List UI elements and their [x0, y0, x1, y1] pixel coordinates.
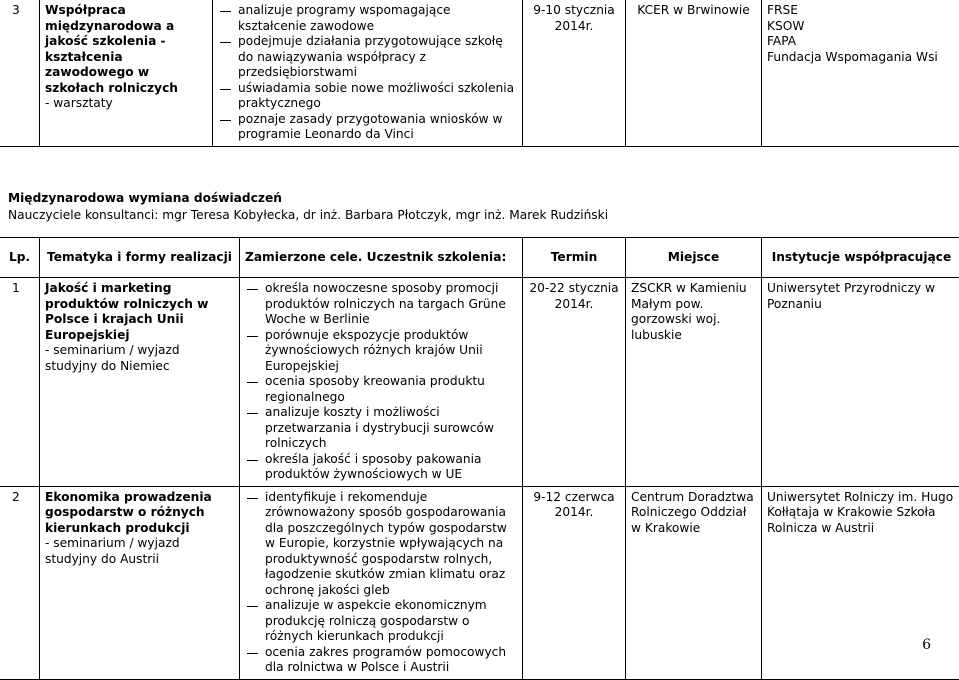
goals-cell: [240, 486, 523, 679]
topic-form: - seminarium / wyjazd studyjny do Austrii: [45, 536, 234, 567]
list-item: określa jakość i sposoby pakowania produktów żywnościowych w UE: [245, 452, 517, 483]
topic-title: Współpraca międzynarodowa a jakość szkolenia - kształcenia zawodowego w szkołach rolniczych: [45, 3, 207, 96]
header-partners: Instytucje współpracujące: [762, 238, 959, 278]
list-item: analizuje koszty i możliwości przetwarzania i dystrybucji surowców rolniczych: [245, 405, 517, 452]
header-topic: Tematyka i formy realizacji: [40, 238, 240, 278]
top-table: [0, 0, 959, 147]
partner: KSOW: [767, 19, 956, 35]
list-item: identyfikuje i rekomenduje zrównoważony sposób gospodarowania dla poszczególnych typów gospodarstw w Europie, korzystnie wpływających na produktywność gospodarstw rolnych, łagodzenie skutków zmian klimatu oraz ochronę jakości gleb: [245, 490, 517, 599]
header-goals: Zamierzone cele. Uczestnik szkolenia:: [240, 238, 523, 278]
section-consultants: Nauczyciele konsultanci: mgr Teresa Kobyłecka, dr inż. Barbara Płotczyk, mgr inż. Marek Rudziński: [8, 208, 608, 224]
date-cell: 9-12 czerwca 2014r.: [523, 486, 626, 679]
row-number: 2: [0, 486, 40, 679]
list-item: określa nowoczesne sposoby promocji produktów rolniczych na targach Grüne Woche w Berlinie: [245, 281, 517, 328]
place-cell: KCER w Brwinowie: [626, 0, 762, 146]
partners-cell: Uniwersytet Przyrodniczy w Poznaniu: [762, 278, 959, 487]
list-item: ocenia zakres programów pomocowych dla rolnictwa w Polsce i Austrii: [245, 645, 517, 676]
header-date: Termin: [523, 238, 626, 278]
list-item: podejmuje działania przygotowujące szkołę do nawiązywania współpracy z przedsiębiorstwami: [218, 34, 517, 81]
goals-cell: [213, 0, 523, 146]
topic-title: Ekonomika prowadzenia gospodarstw o różnych kierunkach produkcji: [45, 490, 234, 537]
list-item: uświadamia sobie nowe możliwości szkolenia praktycznego: [218, 81, 517, 112]
topic-cell: [40, 486, 240, 679]
partner: Fundacja Wspomagania Wsi: [767, 50, 956, 66]
table-header-row: [0, 238, 959, 278]
list-item: ocenia sposoby kreowania produktu regionalnego: [245, 374, 517, 405]
topic-form: - seminarium / wyjazd studyjny do Niemiec: [45, 343, 234, 374]
partners-cell: [762, 0, 959, 146]
place-cell: Centrum Doradztwa Rolniczego Oddział w Krakowie: [626, 486, 762, 679]
page-number: 6: [922, 638, 931, 654]
partner: FAPA: [767, 34, 956, 50]
row-number: 3: [0, 0, 40, 146]
partners-cell: Uniwersytet Rolniczy im. Hugo Kołłątaja w Krakowie Szkoła Rolnicza w Austrii: [762, 486, 959, 679]
goals-cell: [240, 278, 523, 487]
date-cell: 9-10 stycznia 2014r.: [523, 0, 626, 146]
main-table: [0, 237, 959, 680]
header-place: Miejsce: [626, 238, 762, 278]
list-item: poznaje zasady przygotowania wniosków w programie Leonardo da Vinci: [218, 112, 517, 143]
topic-cell: [40, 278, 240, 487]
list-item: porównuje ekspozycje produktów żywnościowych różnych krajów Unii Europejskiej: [245, 328, 517, 375]
topic-cell: [40, 0, 213, 146]
header-lp: Lp.: [0, 238, 40, 278]
row-number: 1: [0, 278, 40, 487]
topic-title: Jakość i marketing produktów rolniczych w Polsce i krajach Unii Europejskiej: [45, 281, 234, 343]
table-row: [0, 278, 959, 487]
table-row: [0, 0, 959, 146]
topic-form: - warsztaty: [45, 96, 207, 112]
list-item: analizuje w aspekcie ekonomicznym produkcję rolniczą gospodarstw o różnych kierunkach produkcji: [245, 598, 517, 645]
table-row: [0, 486, 959, 679]
list-item: analizuje programy wspomagające kształcenie zawodowe: [218, 3, 517, 34]
partner: FRSE: [767, 3, 956, 19]
section-title: Międzynarodowa wymiana doświadczeń: [8, 191, 282, 207]
place-cell: ZSCKR w Kamieniu Małym pow. gorzowski woj. lubuskie: [626, 278, 762, 487]
date-cell: 20-22 stycznia 2014r.: [523, 278, 626, 487]
